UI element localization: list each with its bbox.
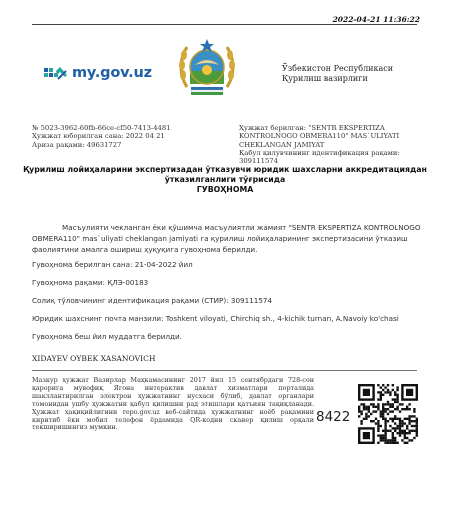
title-line-1: Қурилиш лойиҳаларини экспертизадан ўтказувчи юридик шахсларни аккредитациядан <box>23 165 427 174</box>
taxpayer-id: Солиқ тўловчининг идентификация рақами (СТИР): 309111574 <box>32 296 273 305</box>
mygov-logo[interactable] <box>44 60 152 86</box>
title-line-2: ўтказилганлиги тўғрисида <box>164 175 286 184</box>
document-id: № 5023-3962-60fb-66ce-cf50-7413-4481 <box>32 124 171 132</box>
uzbekistan-emblem-icon <box>177 35 237 98</box>
document-meta-left <box>32 124 171 149</box>
issued-to: Ҳужжат берилган: "SENTR EKSPERTIZA KONTROLNOGO OBMERA110" MAS`ULIYATI CHEKLANGAN JAMIYAT <box>239 124 400 149</box>
certificate-paragraph: Масъулияти чекланган ёки қўшимча масъулиятли жамият "SENTR EKSPERTIZA KONTROLNOGO OBMERA110" mas`uliyati cheklangan jamiyati га қурилиш лойиҳаларининг экспертизасини ўтказиш фаолиятини амалга ошириш ҳуқуқига гувоҳнома берилди. <box>32 223 421 254</box>
qr-number: 8422 <box>316 409 351 425</box>
gov-portal-logo-icon <box>44 63 68 83</box>
receiver-tin: Қабул қилувчининг идентификация рақами: 309111574 <box>239 148 400 166</box>
sent-date: Ҳужжат юборилган сана: 2022 04 21 <box>32 132 165 141</box>
document-timestamp: 2022-04-21 11:36:22 <box>332 15 420 24</box>
legal-footer: Мазкур ҳужжат Вазирлар Маҳкамасининг 2017 йил 15 сентябрдаги 728-сон қарорига мувофиқ Ягона интерактив давлат хизматлари порталида шакллантирилган электрон ҳужжатнинг нусхаси бўлиб, давлат органлари томонидан ушбу ҳужжатни қабул қилишни рад этишлари қатъиян тақиқланади. Ҳужжат ҳақиқийлигини repo.gov.uz веб-сайтида ҳужжатнинг ноёб рақамини киритиб ёки мобил телефон ёрдамида QR-кодни сканер қилиш орқали текширишингиз мумкин. <box>32 376 314 432</box>
postal-address: Юридик шахснинг почта манзили: Toshkent viloyati, Chirchiq sh., 4-kichik turnan, A.Navoiy ko'chasi <box>32 314 399 323</box>
top-divider <box>32 24 417 25</box>
org-country: Ўзбекистон Республикаси <box>282 64 394 73</box>
document-meta-right <box>239 124 419 165</box>
certificate-number: Гувоҳнома рақами: ҚЛЭ-00183 <box>32 278 149 287</box>
logo-text: my.gov.uz <box>72 65 152 81</box>
issue-date: Гувоҳнома берилган сана: 21-04-2022 йил <box>32 260 193 269</box>
title-line-3: ГУВОҲНОМА <box>196 185 254 194</box>
organization-block <box>282 64 393 84</box>
org-ministry: Қурилиш вазирлиги <box>282 74 368 83</box>
signer-name: XIDAYEV OYBEK XASANOVICH <box>32 354 156 363</box>
application-number: Ариза рақами: 49631727 <box>32 140 122 149</box>
validity-period: Гувоҳнома беш йил муддатга берилди. <box>32 332 182 341</box>
document-title <box>20 165 430 195</box>
bottom-divider <box>32 370 417 371</box>
qr-code-icon[interactable] <box>358 384 418 444</box>
